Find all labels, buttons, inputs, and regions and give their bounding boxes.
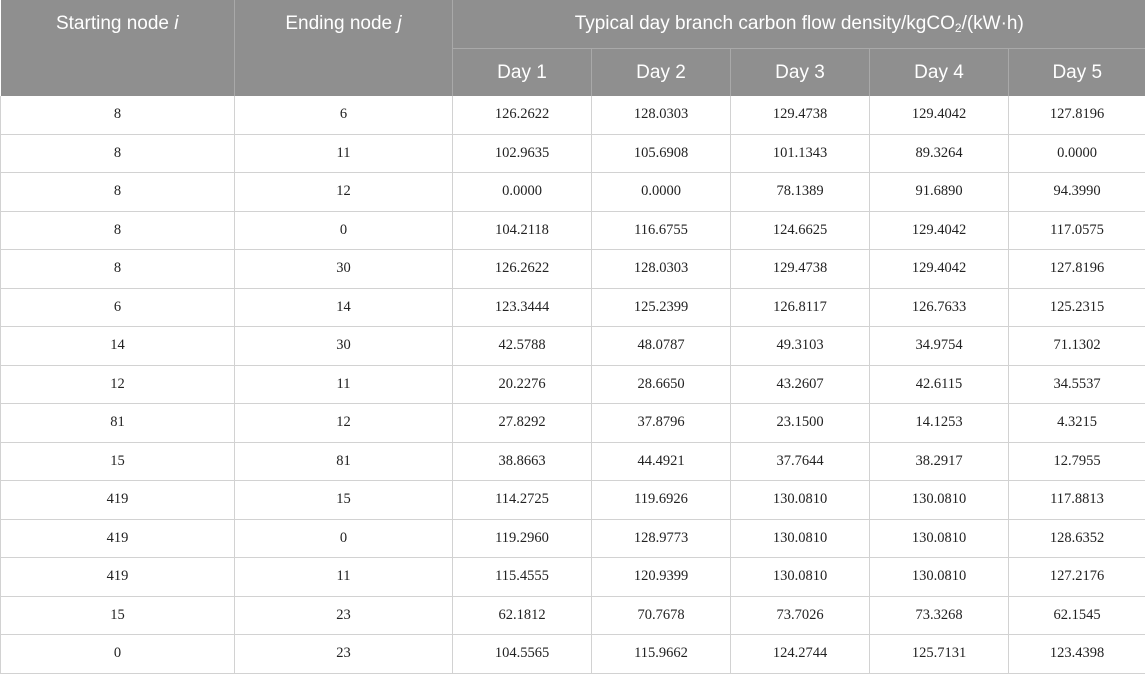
table-row [1,442,1145,481]
table-body [1,96,1145,673]
cell-day-3: 43.2607 [731,365,870,404]
cell-day-3: 124.2744 [731,635,870,674]
cell-day-4: 91.6890 [870,173,1009,212]
cell-ending-node: 12 [235,404,453,443]
cell-day-4: 126.7633 [870,288,1009,327]
cell-day-1: 0.0000 [453,173,592,212]
cell-day-3: 49.3103 [731,327,870,366]
cell-day-2: 44.4921 [592,442,731,481]
cell-starting-node: 8 [1,96,235,134]
cell-day-4: 14.1253 [870,404,1009,443]
cell-day-2: 105.6908 [592,134,731,173]
cell-day-1: 115.4555 [453,558,592,597]
cell-day-5: 127.8196 [1009,250,1145,289]
cell-starting-node: 8 [1,173,235,212]
cell-day-3: 124.6625 [731,211,870,250]
cell-ending-node: 11 [235,558,453,597]
cell-day-4: 130.0810 [870,519,1009,558]
table-header [1,0,1145,96]
cell-day-1: 104.2118 [453,211,592,250]
table-row [1,596,1145,635]
cell-day-4: 73.3268 [870,596,1009,635]
table-row [1,96,1145,134]
cell-ending-node: 15 [235,481,453,520]
cell-day-2: 128.0303 [592,250,731,289]
cell-starting-node: 419 [1,558,235,597]
cell-ending-node: 11 [235,365,453,404]
cell-day-5: 123.4398 [1009,635,1145,674]
cell-ending-node: 23 [235,635,453,674]
header-ending-node: Ending node j [235,0,453,96]
cell-day-3: 130.0810 [731,519,870,558]
cell-ending-node: 30 [235,327,453,366]
cell-day-1: 102.9635 [453,134,592,173]
cell-starting-node: 8 [1,250,235,289]
cell-day-3: 129.4738 [731,96,870,134]
cell-starting-node: 8 [1,211,235,250]
cell-day-5: 117.8813 [1009,481,1145,520]
cell-day-5: 12.7955 [1009,442,1145,481]
cell-day-4: 129.4042 [870,96,1009,134]
cell-day-2: 125.2399 [592,288,731,327]
table-row [1,365,1145,404]
cell-ending-node: 81 [235,442,453,481]
table-row [1,211,1145,250]
cell-day-2: 37.8796 [592,404,731,443]
cell-day-4: 38.2917 [870,442,1009,481]
cell-day-1: 114.2725 [453,481,592,520]
cell-day-2: 48.0787 [592,327,731,366]
cell-ending-node: 0 [235,211,453,250]
cell-day-1: 126.2622 [453,96,592,134]
cell-day-2: 70.7678 [592,596,731,635]
cell-day-2: 120.9399 [592,558,731,597]
cell-day-3: 129.4738 [731,250,870,289]
cell-day-4: 125.7131 [870,635,1009,674]
cell-day-3: 23.1500 [731,404,870,443]
cell-ending-node: 11 [235,134,453,173]
cell-day-3: 130.0810 [731,558,870,597]
cell-day-4: 34.9754 [870,327,1009,366]
cell-day-5: 0.0000 [1009,134,1145,173]
table-row [1,173,1145,212]
cell-day-2: 115.9662 [592,635,731,674]
cell-day-5: 128.6352 [1009,519,1145,558]
cell-day-1: 38.8663 [453,442,592,481]
cell-day-5: 94.3990 [1009,173,1145,212]
cell-day-5: 127.8196 [1009,96,1145,134]
cell-starting-node: 15 [1,442,235,481]
cell-day-1: 104.5565 [453,635,592,674]
cell-ending-node: 14 [235,288,453,327]
table-row [1,134,1145,173]
cell-day-3: 37.7644 [731,442,870,481]
cell-day-5: 4.3215 [1009,404,1145,443]
cell-day-3: 73.7026 [731,596,870,635]
cell-day-5: 71.1302 [1009,327,1145,366]
cell-starting-node: 0 [1,635,235,674]
cell-day-1: 42.5788 [453,327,592,366]
cell-day-5: 34.5537 [1009,365,1145,404]
cell-day-5: 127.2176 [1009,558,1145,597]
cell-day-1: 20.2276 [453,365,592,404]
cell-day-5: 125.2315 [1009,288,1145,327]
cell-ending-node: 0 [235,519,453,558]
cell-starting-node: 8 [1,134,235,173]
cell-day-2: 116.6755 [592,211,731,250]
cell-starting-node: 419 [1,519,235,558]
cell-day-5: 117.0575 [1009,211,1145,250]
cell-day-4: 130.0810 [870,558,1009,597]
header-carbon-flow-density: Typical day branch carbon flow density/kgCO$_2$/(kW·h) [453,0,1145,49]
header-day-1: Day 1 [453,49,592,97]
table-row [1,250,1145,289]
cell-day-2: 128.9773 [592,519,731,558]
table-row [1,558,1145,597]
cell-day-1: 62.1812 [453,596,592,635]
header-day-5: Day 5 [1009,49,1145,97]
cell-day-5: 62.1545 [1009,596,1145,635]
cell-day-3: 126.8117 [731,288,870,327]
table-row [1,519,1145,558]
cell-starting-node: 81 [1,404,235,443]
cell-day-3: 78.1389 [731,173,870,212]
cell-day-2: 28.6650 [592,365,731,404]
cell-day-4: 42.6115 [870,365,1009,404]
cell-starting-node: 419 [1,481,235,520]
table-row [1,288,1145,327]
cell-day-1: 126.2622 [453,250,592,289]
cell-day-1: 119.2960 [453,519,592,558]
cell-ending-node: 30 [235,250,453,289]
cell-ending-node: 6 [235,96,453,134]
cell-starting-node: 15 [1,596,235,635]
header-day-2: Day 2 [592,49,731,97]
cell-day-2: 119.6926 [592,481,731,520]
header-day-4: Day 4 [870,49,1009,97]
table-row [1,635,1145,674]
cell-day-4: 130.0810 [870,481,1009,520]
cell-starting-node: 6 [1,288,235,327]
cell-day-1: 27.8292 [453,404,592,443]
table-row [1,404,1145,443]
table-row [1,327,1145,366]
cell-day-1: 123.3444 [453,288,592,327]
cell-ending-node: 23 [235,596,453,635]
cell-day-3: 130.0810 [731,481,870,520]
header-day-3: Day 3 [731,49,870,97]
cell-day-4: 129.4042 [870,211,1009,250]
header-starting-node: Starting node i [1,0,235,96]
cell-day-4: 89.3264 [870,134,1009,173]
cell-ending-node: 12 [235,173,453,212]
cell-starting-node: 12 [1,365,235,404]
cell-day-2: 128.0303 [592,96,731,134]
cell-day-4: 129.4042 [870,250,1009,289]
cell-starting-node: 14 [1,327,235,366]
table-row [1,481,1145,520]
cell-day-2: 0.0000 [592,173,731,212]
cell-day-3: 101.1343 [731,134,870,173]
